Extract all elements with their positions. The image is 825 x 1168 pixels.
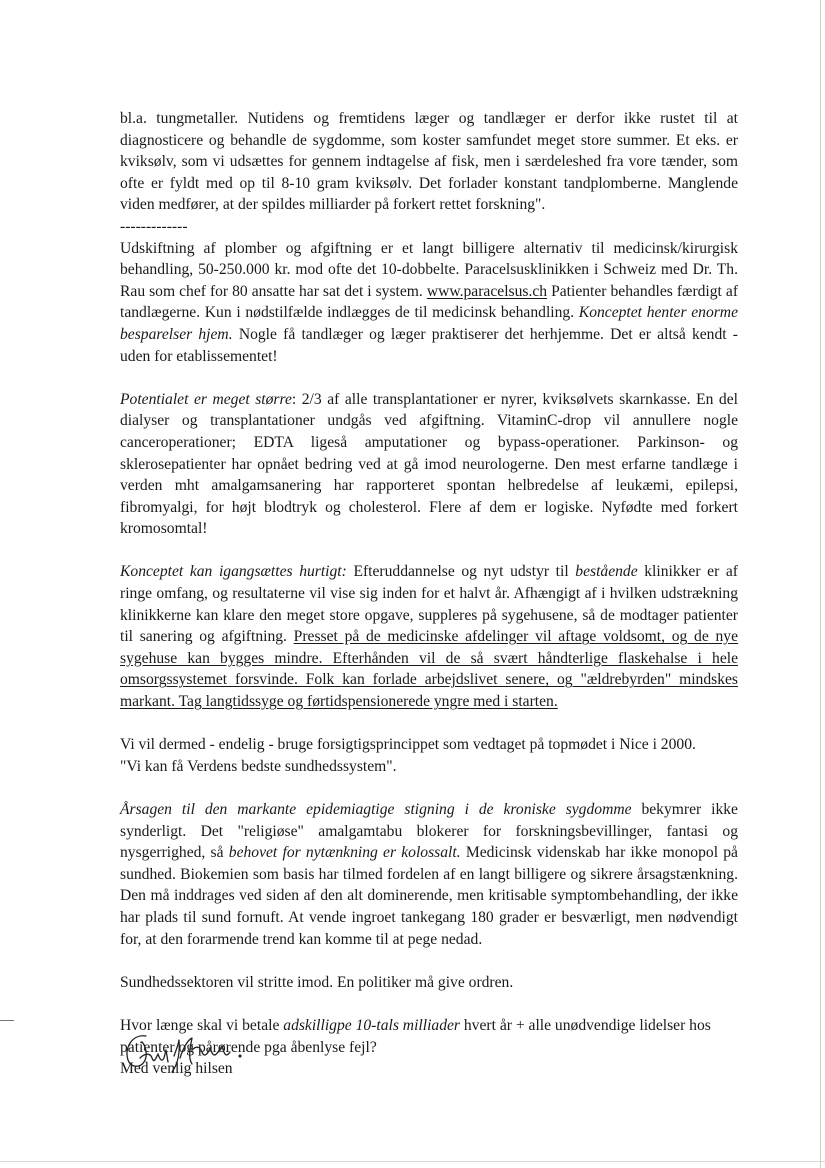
paragraph-4-underlined: Presset på de medicinske afdelinger vil aftage voldsomt, og de nye sygehuse kan bygges mindre. Efterhånden vil de så svært håndterlige flaskehalse i hele omsorgssystemet forsvinde. Folk kan forlade arbejdslivet senere, og "ældrebyrden" mindskes markant. Tag langtidssyge og førtidspensionerede yngre med i starten.	[120, 628, 738, 711]
paragraph-5-line-2: "Vi kan få Verdens bedste sundhedssystem".	[120, 757, 397, 775]
paragraph-3	[120, 389, 738, 540]
closing-salutation: Med venlig hilsen	[120, 1060, 233, 1078]
paragraph-8-italic: adskilligpe 10-tals milliader	[283, 1016, 460, 1034]
paragraph-2-text-b: Patienter behandles færdigt af tandlægerne. Kun i nødstilfælde indlægges de til medicinsk behandling.	[120, 282, 739, 322]
paragraph-1: bl.a. tungmetaller. Nutidens og fremtidens læger og tandlæger er derfor ikke rustet til at diagnosticere og behandle de sygdomme, som koster samfundet meget store summer. Et eks. er kviksølv, som vi udsættes for gennem indtagelse af fisk, men i særdeleshed fra vore tænder, som ofte er fyldt med op til 8-10 gram kviksølv. Det forlader konstant tandplomberne. Manglende viden medfører, at der spildes milliarder på forkert rettet forskning".	[120, 110, 738, 214]
paragraph-6-italic-1: Årsagen til den markante epidemiagtige stigning i de kroniske sygdomme	[120, 801, 632, 818]
paragraph-4	[120, 561, 738, 712]
paragraph-4-italic-2: bestående	[575, 563, 638, 581]
letter-body	[120, 108, 738, 1080]
paragraph-8-text-b: hvert år + alle unødvendige lidelser hos patienter og pårørende pga åbenlyse fejl?	[120, 1016, 711, 1056]
separator-line: -------------	[120, 217, 188, 235]
paragraph-2-text-a: Udskiftning af plomber og afgiftning er et langt billigere alternativ til medicinsk/kirurgisk behandling, 50-250.000 kr. mod ofte det 10-dobbelte. Paracelsusklinikken i Schweiz med Dr. Th. Rau som chef for 80 ansatte har sat det i system.	[120, 239, 738, 300]
handwritten-signature	[122, 1028, 252, 1076]
paragraph-4-text-b: klinikker er af ringe omfang, og resultaterne vil vise sig inden for et halvt år. Afhængigt af i hvilken udstrækning klinikkerne kan klare den meget store opgave, suppleres på sygehusene, så de modtager patienter til sanering og afgiftning.	[120, 563, 738, 646]
page-edge-right	[820, 0, 821, 1168]
paragraph-8-text-a: Hvor længe skal vi betale	[120, 1016, 284, 1034]
paragraph-6	[120, 799, 738, 950]
paragraph-2	[120, 238, 738, 368]
paragraph-2-italic: Konceptet henter enorme besparelser hjem.	[120, 304, 738, 343]
paragraph-4-text-a: Efteruddannelse og nyt udstyr til	[346, 563, 576, 581]
paracelsus-link: www.paracelsus.ch	[426, 282, 548, 300]
page-edge-bottom	[0, 1161, 825, 1162]
paragraph-6-text-a: bekymrer ikke synderligt. Det "religiøse" amalgamtabu blokerer for forskningsbevillinger, fantasi og nysgerrighed, så	[120, 801, 738, 862]
margin-mark	[0, 1020, 14, 1021]
paragraph-7: Sundhedssektoren vil stritte imod. En politiker må give ordren.	[120, 973, 514, 991]
paragraph-6-italic-2: behovet for nytænkning er kolossalt.	[228, 844, 461, 862]
paragraph-6-text-b: Medicinsk videnskab har ikke monopol på sundhed. Biokemien som basis har tilmed fordelen af en langt billigere og sikrere årsagstænkning. Den må inddrages ved siden af den alt dominerende, men kritisable symptombehandling, der ikke har plads til sund fornuft. At vende ingroet tankegang 180 grader er besværligt, men nødvendigt for, at den forarmende trend kan komme til at pege nedad.	[120, 844, 738, 948]
paragraph-3-italic: Potentialet er meget større	[120, 390, 292, 408]
paragraph-4-italic-1: Konceptet kan igangsættes hurtigt:	[120, 563, 347, 581]
paragraph-5-line-1: Vi vil dermed - endelig - bruge forsigtigsprincippet som vedtaget på topmødet i Nice i 2000.	[120, 736, 696, 754]
paragraph-3-text: : 2/3 af alle transplantationer er nyrer, kviksølvets skarnkasse. En del dialyser og transplantationer undgås ved afgiftning. VitaminC-drop vil annullere nogle canceroperationer; EDTA ligeså amputationer og bypass-operationer. Parkinson- og sklerosepatienter har opnået bedring ved at gå imod neurologerne. Den mest erfarne tandlæge i verden mht amalgamsanering har rapporteret spontan helbredelse af leukæmi, epilepsi, fibromyalgi, for højt blodtryk og cholesterol. Flere af dem er logiske. Nyfødte med forkert kromosomtal!	[120, 390, 738, 538]
paragraph-2-text-c: Nogle få tandlæger og læger praktiserer det herhjemme. Det er altså kendt - uden for etablissementet!	[120, 325, 739, 365]
